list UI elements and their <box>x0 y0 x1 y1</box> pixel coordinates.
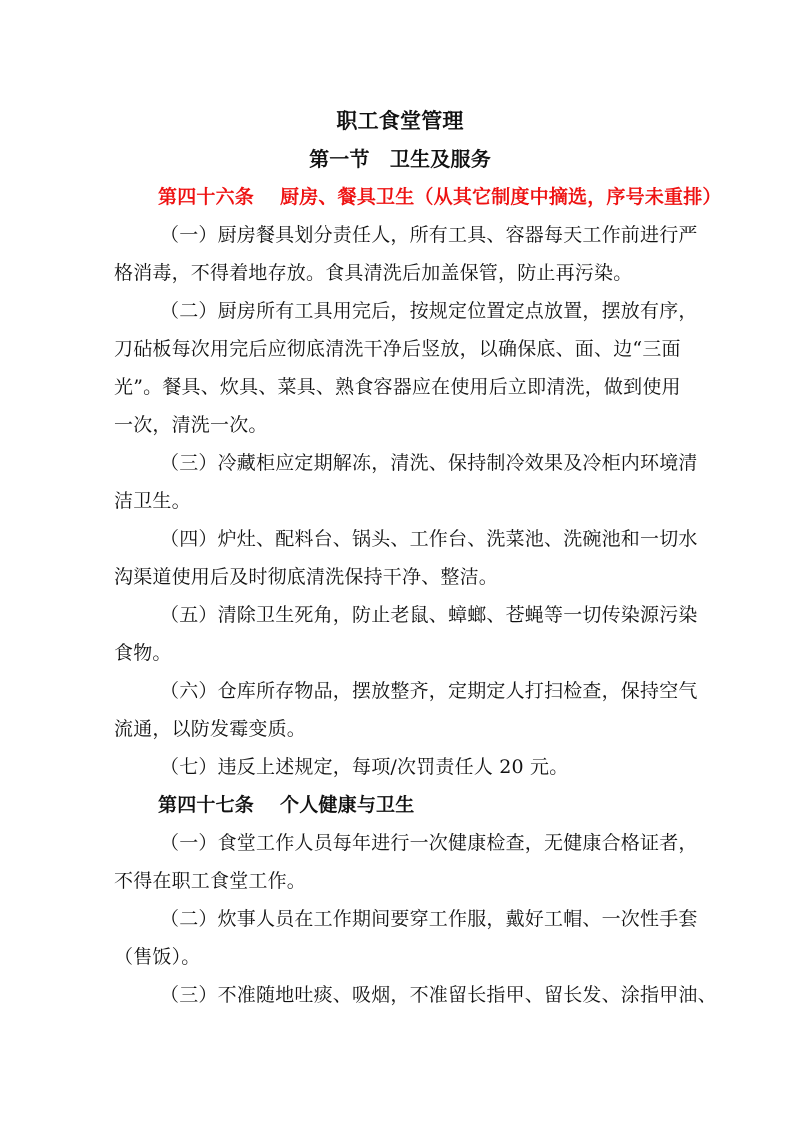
paragraph-line: （一）厨房餐具划分责任人，所有工具、容器每天工作前进行严 <box>160 224 698 246</box>
paragraph-line: 不得在职工食堂工作。 <box>114 870 307 892</box>
paragraph-line: （售饭）。 <box>114 946 201 968</box>
paragraph-line: （三）不准随地吐痰、吸烟，不准留长指甲、留长发、涂指甲油、 <box>160 984 717 1006</box>
paragraph-line: 刀砧板每次用完后应彻底清洗干净后竖放，以确保底、面、边“三面 <box>114 338 681 360</box>
article-47-heading: 第四十七条 个人健康与卫生 <box>158 794 415 816</box>
paragraph-line: （一）食堂工作人员每年进行一次健康检查，无健康合格证者， <box>160 832 698 854</box>
article-46-heading <box>158 184 722 210</box>
paragraph-line: （三）冷藏柜应定期解冻，清洗、保持制冷效果及冷柜内环境清 <box>160 452 698 474</box>
paragraph-line: （六）仓库所存物品，摆放整齐，定期定人打扫检查，保持空气 <box>160 680 698 702</box>
paragraph-line: 流通，以防发霉变质。 <box>114 718 307 740</box>
paragraph-line: （二）厨房所有工具用完后，按规定位置定点放置，摆放有序， <box>160 300 698 322</box>
section-title: 第一节 卫生及服务 <box>309 147 491 171</box>
paragraph-line: （五）清除卫生死角，防止老鼠、蟑螂、苍蝇等一切传染源污染 <box>160 604 698 626</box>
paragraph-line: 格消毒，不得着地存放。食具清洗后加盖保管，防止再污染。 <box>114 262 633 284</box>
doc-title: 职工食堂管理 <box>336 109 464 133</box>
paragraph-line: 沟渠道使用后及时彻底清洗保持干净、整洁。 <box>114 566 499 588</box>
paragraph-line: 光”。餐具、炊具、菜具、熟食容器应在使用后立即清洗，做到使用 <box>114 376 681 398</box>
paragraph-line: （二）炊事人员在工作期间要穿工作服，戴好工帽、一次性手套 <box>160 908 698 930</box>
paragraph-line: （四）炉灶、配料台、锅头、工作台、洗菜池、洗碗池和一切水 <box>160 528 698 550</box>
paragraph-line: 一次，清洗一次。 <box>114 414 268 436</box>
article-46-title: 第四十六条 厨房、餐具卫生 <box>158 186 415 208</box>
paragraph-line: 洁卫生。 <box>114 490 191 512</box>
paragraph-line: 食物。 <box>114 642 172 664</box>
paragraph-line: （七）违反上述规定，每项/次罚责任人 20 元。 <box>160 756 569 778</box>
article-46-note: （从其它制度中摘选，序号未重排） <box>414 186 722 208</box>
